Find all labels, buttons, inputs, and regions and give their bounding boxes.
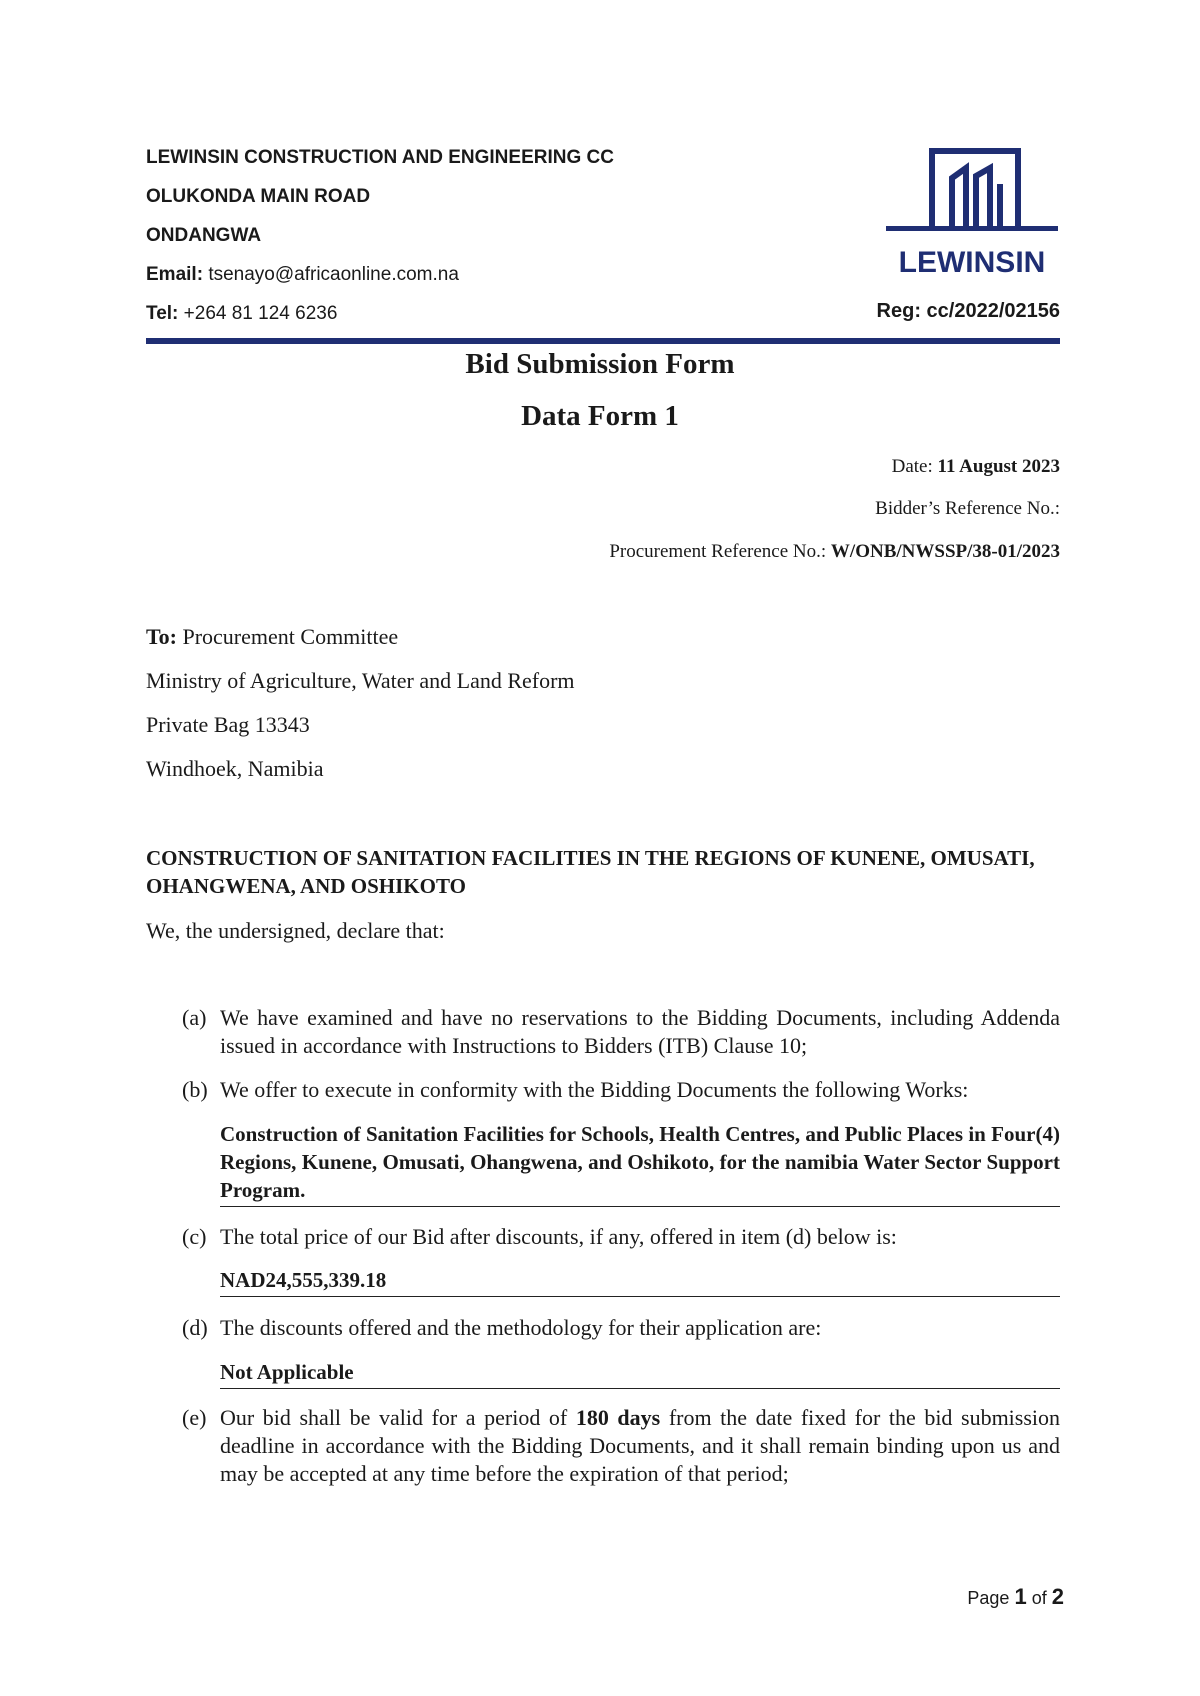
clause-a: [182, 1004, 1060, 1060]
email-value: tsenayo@africaonline.com.na: [208, 264, 459, 285]
clause-b: [182, 1076, 1060, 1104]
page-number: [967, 1584, 1064, 1610]
declaration-intro: We, the undersigned, declare that:: [146, 918, 445, 943]
clause-e: [182, 1404, 1060, 1488]
clause-a-marker: (a): [182, 1005, 207, 1030]
date-value: 11 August 2023: [937, 456, 1060, 477]
clause-d: [182, 1314, 1060, 1342]
clause-d-answer: Not Applicable: [220, 1358, 1060, 1389]
procurement-reference-value: W/ONB/NWSSP/38-01/2023: [830, 541, 1060, 562]
clause-b-marker: (b): [182, 1077, 208, 1102]
of-word: of: [1031, 1588, 1047, 1608]
clause-c-text: The total price of our Bid after discounts, if any, offered in item (d) below is:: [220, 1224, 897, 1249]
recipient-line: [146, 624, 398, 650]
page-word: Page: [967, 1588, 1010, 1608]
email-label: Email:: [146, 264, 204, 285]
recipient-city: Windhoek, Namibia: [146, 756, 324, 781]
tel-value: +264 81 124 6236: [183, 303, 338, 324]
clause-c: [182, 1223, 1060, 1251]
registration-number: Reg: cc/2022/02156: [876, 300, 1060, 322]
header-divider: [146, 338, 1060, 344]
recipient-committee: Procurement Committee: [182, 624, 399, 649]
form-subtitle: Data Form 1: [521, 400, 679, 432]
logo-wordmark: LEWINSIN: [898, 246, 1046, 278]
company-street: OLUKONDA MAIN ROAD: [146, 186, 371, 207]
clause-e-text-before: Our bid shall be valid for a period of: [220, 1405, 568, 1430]
total-pages: 2: [1051, 1584, 1064, 1609]
clause-e-text: [220, 1404, 1060, 1488]
to-label: To:: [146, 624, 177, 649]
recipient-bag: Private Bag 13343: [146, 712, 310, 737]
current-page: 1: [1014, 1584, 1027, 1609]
project-title: CONSTRUCTION OF SANITATION FACILITIES IN THE REGIONS OF KUNENE, OMUSATI, OHANGWENA, AND OSHIKOTO: [146, 846, 1035, 898]
date-line: [892, 456, 1060, 478]
clause-d-marker: (d): [182, 1315, 208, 1340]
clause-e-validity-period: 180 days: [575, 1405, 661, 1430]
tel-label: Tel:: [146, 303, 179, 324]
recipient-ministry: Ministry of Agriculture, Water and Land Reform: [146, 668, 575, 693]
company-town: ONDANGWA: [146, 225, 262, 246]
clause-b-text: We offer to execute in conformity with the Bidding Documents the following Works:: [220, 1077, 969, 1102]
clause-b-answer: Construction of Sanitation Facilities for Schools, Health Centres, and Public Places in Four(4) Regions, Kunene, Omusati, Ohangwena, and Oshikoto, for the namibia Water Sector Support Program.: [220, 1120, 1060, 1207]
clause-a-text: We have examined and have no reservations to the Bidding Documents, including Addenda issued in accordance with Instructions to Bidders (ITB) Clause 10;: [220, 1005, 1060, 1058]
bidder-reference-label: Bidder’s Reference No.:: [875, 498, 1060, 519]
lewinsin-logo: [886, 148, 1058, 278]
clause-e-text-after: from the date fixed for the bid submission deadline in accordance with the Bidding Documents, and it shall remain binding upon us and may be accepted at any time before the expiration of that period;: [220, 1405, 1061, 1486]
clause-d-text: The discounts offered and the methodology for their application are:: [220, 1315, 822, 1340]
clause-e-marker: (e): [182, 1405, 207, 1430]
procurement-reference-line: [609, 541, 1060, 563]
date-label: Date:: [891, 456, 933, 477]
bidder-reference-line: [875, 498, 1060, 520]
clause-c-answer: NAD24,555,339.18: [220, 1266, 1060, 1297]
form-title: Bid Submission Form: [465, 348, 735, 380]
clause-c-marker: (c): [182, 1224, 207, 1249]
company-name: LEWINSIN CONSTRUCTION AND ENGINEERING CC: [146, 147, 614, 168]
procurement-reference-label: Procurement Reference No.:: [609, 541, 827, 562]
